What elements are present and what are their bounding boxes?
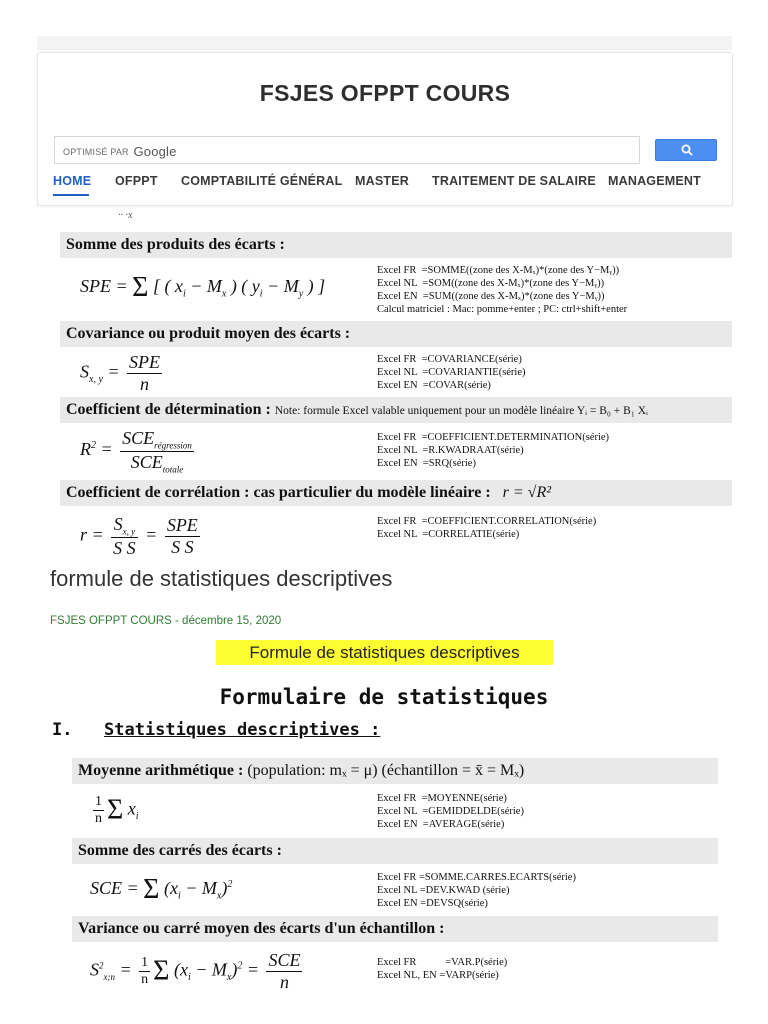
document-title: Formulaire de statistiques xyxy=(219,685,549,709)
formula-r: r = $\frac{S_{x, y}}{\text{S S}}$ = $\frac{\text{SPE}}{\text{S S}}$ xyxy=(80,514,198,558)
formula-sce: SCE = Σ $(x_i - M_x)^2$ xyxy=(90,874,233,905)
post-byline[interactable]: FSJES OFPPT COURS - décembre 15, 2020 xyxy=(50,615,282,627)
formula-image-bottom xyxy=(72,754,718,992)
excel-sce: Excel FR =SOMME.CARRES.ECARTS(série) Excel NL =DEV.KWAD (série) Excel EN =DEVSQ(série) xyxy=(377,872,576,909)
excel-correlation: Excel FR =COEFFICIENT.CORRELATION(série) Excel NL =CORRELATIE(série) xyxy=(377,516,597,540)
highlighted-heading: Formule de statistiques descriptives xyxy=(216,640,553,665)
formula-variance: $S^2_{x;n}$ = $\frac{1}{n}$ Σ $(x_i - M_x)^2$ = $\frac{\text{SCE}}{n}$ xyxy=(90,950,301,992)
section-covariance: Covariance ou produit moyen des écarts : xyxy=(60,321,732,347)
formula-r2: $R^2$ = $\frac{SCE_{régression}}{SCE_{totale}}$ xyxy=(80,428,192,475)
section-sce: Somme des carrés des écarts : xyxy=(72,838,718,864)
search-button[interactable] xyxy=(655,139,717,161)
excel-variance: Excel FR =VAR.P(série) Excel NL, EN =VARP(série) xyxy=(377,957,508,981)
formula-spe: SPE = Σ [ ( $x_i - M_x$ ) ( $y_i - M_y$ ) ] xyxy=(80,272,326,303)
search-input[interactable] xyxy=(54,136,640,164)
excel-spe: Excel FR =SOMME((zone des X-Mₓ)*(zone des Y−Mᵧ)) Excel NL =SOM((zone des X-Mₓ)*(zone des Y−Mᵧ)) Excel EN =SUM((zone des X-Mₓ)*(zone des Y−Mᵧ)) Calcul matriciel : Mac: pomme+enter ; PC: ctrl+shift+enter xyxy=(377,265,628,315)
section-variance: Variance ou carré moyen des écarts d'un échantillon : xyxy=(72,916,718,942)
nav-ofppt[interactable]: OFPPT xyxy=(115,174,158,188)
post-title[interactable]: formule de statistiques descriptives xyxy=(50,566,393,591)
cropped-fragment: ·· ·x xyxy=(118,210,133,221)
search-powered-by: OPTIMISÉ PAR Google xyxy=(63,144,177,159)
section-correlation: Coefficient de corrélation : cas particulier du modèle linéaire : r = √R² xyxy=(60,480,732,506)
top-strip xyxy=(37,36,732,50)
nav-home[interactable]: HOME xyxy=(53,174,92,188)
section-number: I. xyxy=(52,720,73,740)
formula-image-top xyxy=(60,208,732,558)
section-determination: Coefficient de détermination : Note: formule Excel valable uniquement pour un modèle linéaire Yᵢ = B₀ + B₁ Xᵢ xyxy=(60,397,732,423)
nav-active-underline xyxy=(53,194,89,196)
excel-determination: Excel FR =COEFFICIENT.DETERMINATION(série) Excel NL =R.KWADRAAT(série) Excel EN =SRQ(série) xyxy=(377,432,610,469)
nav-comptabilite[interactable]: COMPTABILITÉ GÉNÉRAL xyxy=(181,174,343,188)
nav-traitement-salaire[interactable]: TRAITEMENT DE SALAIRE xyxy=(432,174,596,188)
site-header xyxy=(37,52,733,206)
site-title[interactable]: FSJES OFPPT COURS xyxy=(259,80,511,106)
nav-management[interactable]: MANAGEMENT xyxy=(608,174,701,188)
section-label: Statistiques descriptives : xyxy=(104,720,381,740)
formula-covariance: $S_{x, y}$ = $\frac{\text{SPE}}{n}$ xyxy=(80,352,161,394)
excel-moyenne: Excel FR =MOYENNE(série) Excel NL =GEMIDDELDE(série) Excel EN =AVERAGE(série) xyxy=(377,793,524,830)
search-icon xyxy=(681,144,693,156)
section-moyenne: Moyenne arithmétique : (population: mₓ = μ) (échantillon = x̄ = Mₓ) xyxy=(72,758,718,784)
nav-master[interactable]: MASTER xyxy=(355,174,409,188)
excel-covariance: Excel FR =COVARIANCE(série) Excel NL =COVARIANTIE(série) Excel EN =COVAR(série) xyxy=(377,354,526,391)
formula-moyenne: $\frac{1}{n}$ Σ $x_i$ xyxy=(95,794,139,826)
section-somme-produits: Somme des produits des écarts : xyxy=(60,232,732,258)
